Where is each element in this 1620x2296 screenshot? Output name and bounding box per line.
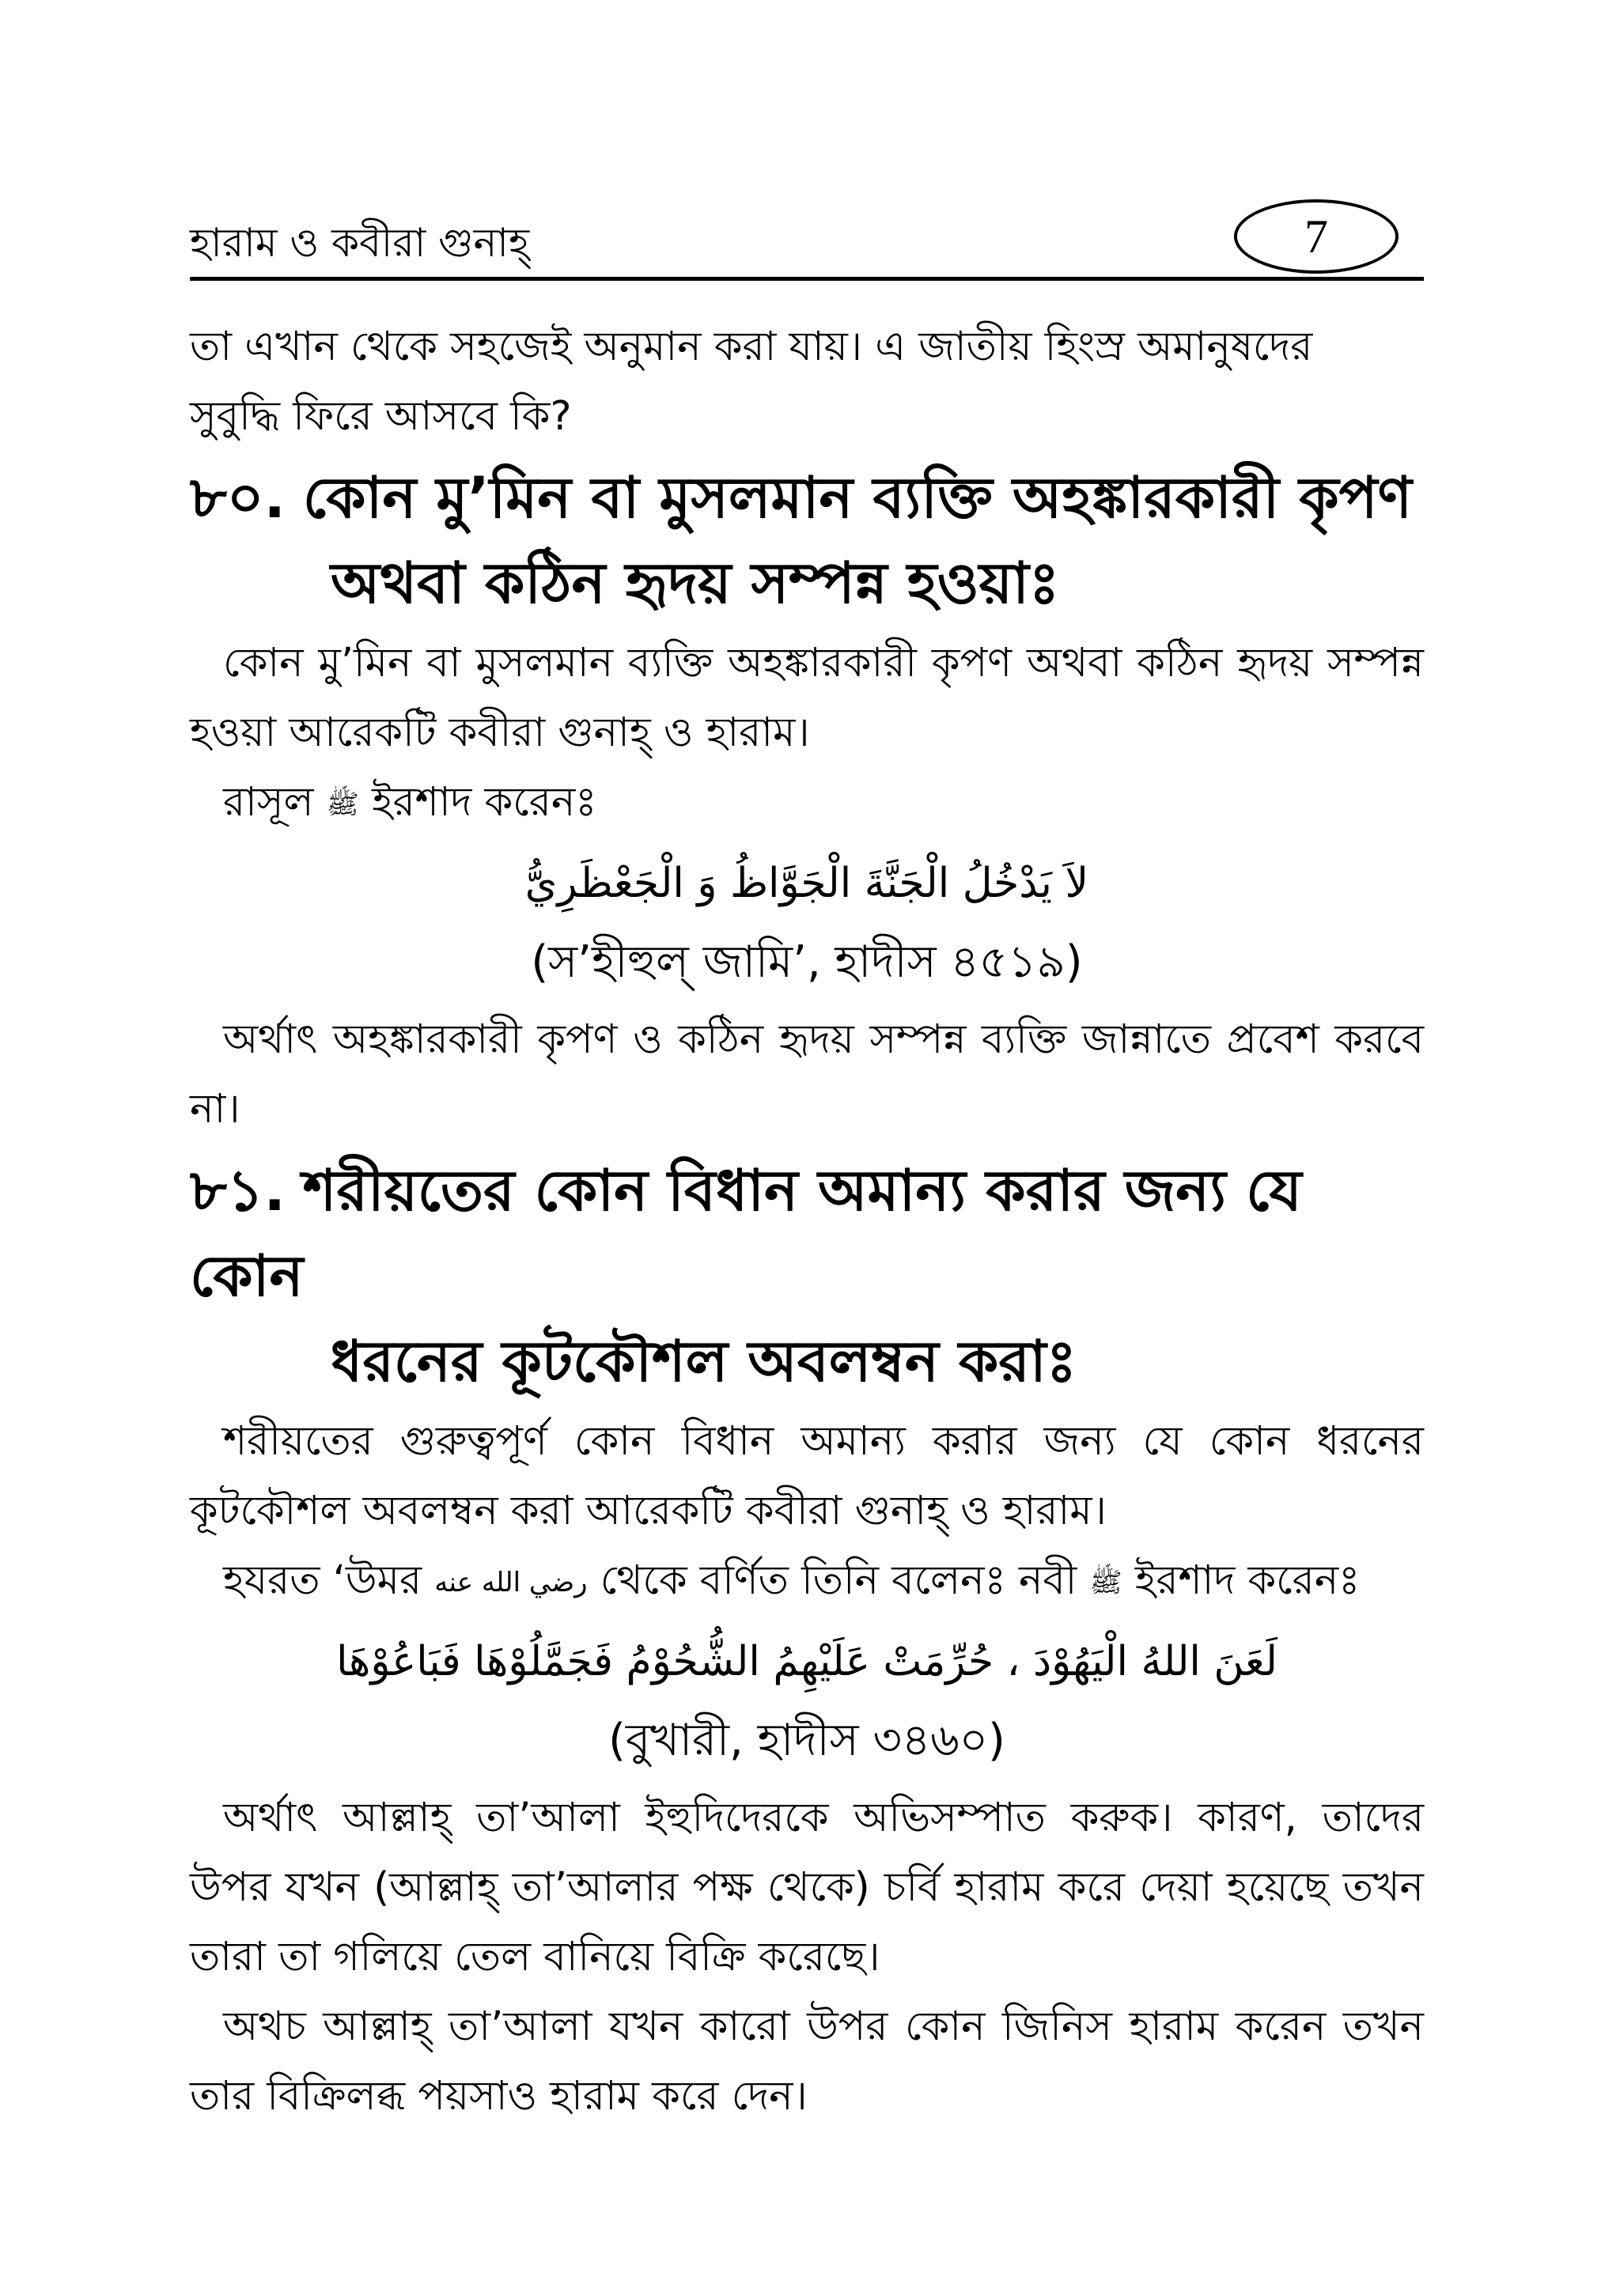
section-81-quote-intro [190,1546,1424,1617]
section-81-title-line-1: শরীয়তের কোন বিধান অমান্য করার জন্য যে কোন [190,1157,1302,1309]
quote-intro-text: থেকে বর্ণিত তিনি বলেনঃ নবী [600,1557,1077,1604]
page-number: 7 [1304,210,1328,263]
section-81-arabic-hadith: لَعَنَ اللهُ الْيَهُوْدَ ، حُرِّمَتْ عَلَيْهِمُ الشُّحُوْمُ فَجَمَّلُوْهَا فَبَاعُوْهَا [336,1638,1277,1685]
intro-line-1: তা এখান থেকে সহজেই অনুমান করা যায়। এ জাতীয় হিংস্র অমানুষদের [190,323,1313,370]
section-80-title-line-2: অথবা কঠিন হৃদয় সম্পন্ন হওয়াঃ [331,550,1060,616]
quote-intro-text: রাসূল [223,779,314,826]
section-80-arabic-hadith: لاَ يَدْخُلُ الْجَنَّةَ الْجَوَّاظُ وَ الْجَعْظَرِيُّ [524,860,1089,907]
section-81-closing: অথচ আল্লাহ্ তা’আলা যখন কারো উপর কোন জিনিস হারাম করেন তখন তার বিক্রিলব্ধ পয়সাও হারাম করে দেন। [190,2003,1424,2120]
section-80-heading [190,455,1424,626]
page-header [190,199,1424,278]
section-80-body: কোন মু’মিন বা মুসলমান ব্যক্তি অহঙ্কারকারী কৃপণ অথবা কঠিন হৃদয় সম্পন্ন হওয়া আরেকটি কবীরা গুনাহ্ ও হারাম। [190,640,1424,756]
radiyallahu-symbol: رضي الله عنه [434,1567,588,1598]
intro-line-2: সুবুদ্ধি ফিরে আসবে কি? [190,393,572,440]
section-80-number: ৮০. [190,464,286,531]
page-number-badge [1234,199,1399,274]
section-81-reference: (বুখারী, হাদীস ৩৪৬০) [608,1715,1005,1766]
section-80-meaning: অর্থাৎ অহঙ্কারকারী কৃপণ ও কঠিন হৃদয় সম্পন্ন ব্যক্তি জান্নাতে প্রবেশ করবে না। [190,1016,1424,1133]
section-80-quote-intro [190,768,1424,839]
intro-paragraph [190,312,1424,452]
section-81-title-line-2: ধরনের কূটকৌশল অবলম্বন করাঃ [331,1328,1077,1394]
section-80-title-line-1: কোন মু’মিন বা মুসলমান ব্যক্তি অহঙ্কারকারী কৃপণ [302,464,1413,531]
quote-intro-text: হযরত ‘উমর [223,1557,422,1604]
header-divider [190,277,1424,281]
section-81-body: শরীয়তের গুরুত্বপূর্ণ কোন বিধান অমান্য করার জন্য যে কোন ধরনের কূটকৌশল অবলম্বন করা আরেকটি কবীরা গুনাহ্ ও হারাম। [190,1418,1424,1534]
section-81-number: ৮১. [190,1157,286,1224]
quote-intro-text: ইরশাদ করেনঃ [1134,1557,1361,1604]
section-81-meaning: অর্থাৎ আল্লাহ্ তা’আলা ইহুদিদেরকে অভিসম্পাত করুক। কারণ, তাদের উপর যখন (আল্লাহ্ তা’আলার পক্ষ থেকে) চর্বি হারাম করে দেয়া হয়েছে তখন তারা তা গলিয়ে তেল বানিয়ে বিক্রি করেছে। [190,1795,1424,1980]
section-81-heading [190,1148,1424,1404]
salutation-symbol: ﷺ [1089,1567,1122,1598]
running-title: হারাম ও কবীরা গুনাহ্ [190,220,530,266]
quote-intro-text: ইরশাদ করেনঃ [372,779,597,826]
salutation-symbol: ﷺ [326,789,359,820]
page-body [190,312,1424,2131]
section-80-reference: (স’হীহুল্ জামি’, হাদীস ৪৫১৯) [531,936,1083,988]
